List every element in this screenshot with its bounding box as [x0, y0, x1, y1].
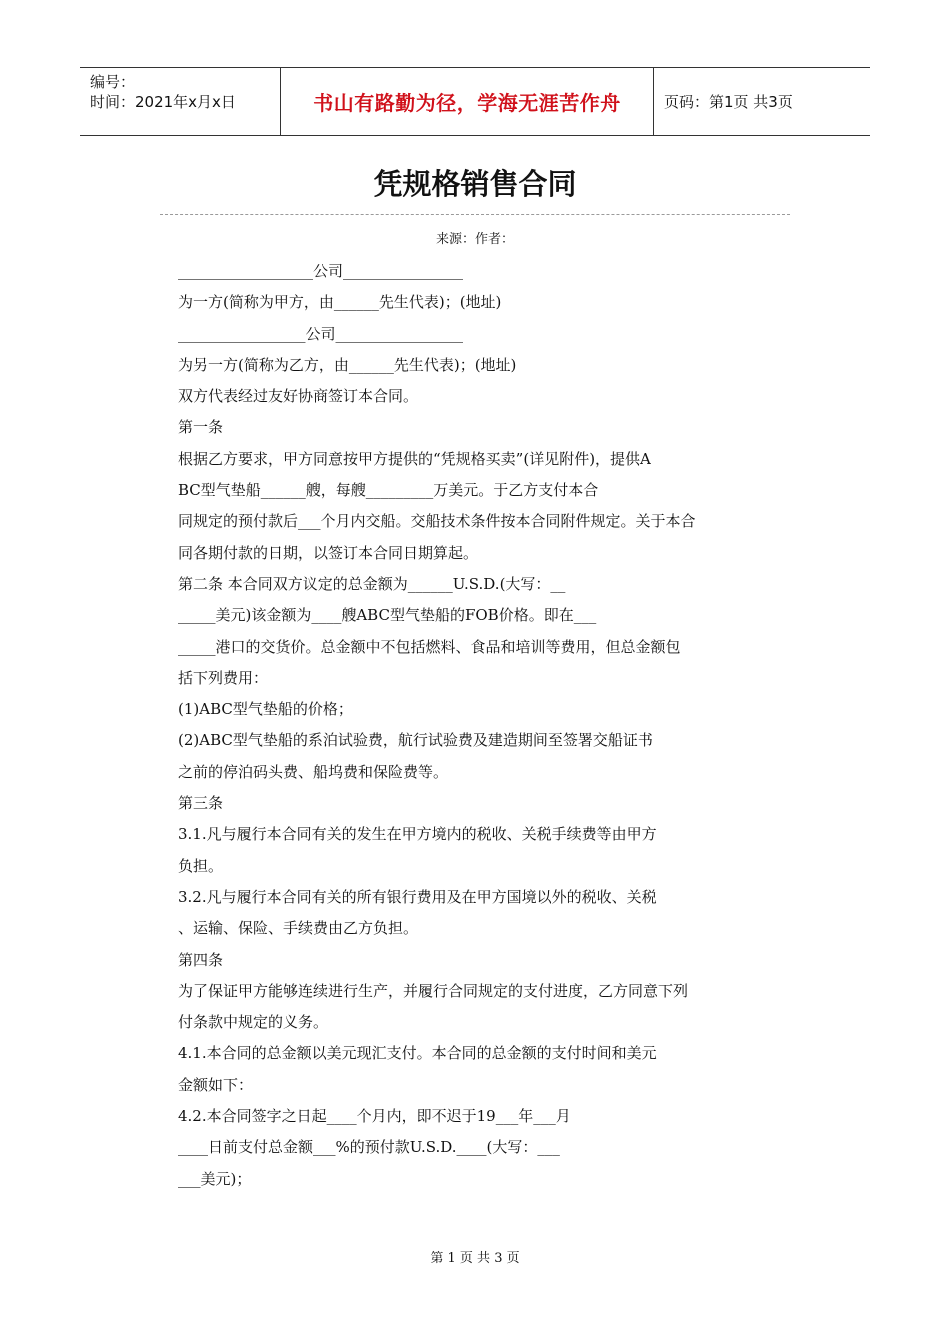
document-title: 凭规格销售合同 — [373, 167, 577, 201]
document-source: 来源：作者： — [435, 232, 514, 247]
footer-page-number: 第 1 页 共 3 页 — [430, 1251, 520, 1266]
body-line: ___美元)； — [178, 1169, 252, 1188]
document-date-label: 时间：2021年x月x日 — [90, 93, 236, 111]
body-line: 同各期付款的日期，以签订本合同日期算起。 — [178, 543, 479, 562]
document-number-label: 编号： — [90, 73, 136, 91]
body-line: __________________公司________________ — [178, 262, 464, 280]
body-line: 第一条 — [178, 418, 224, 437]
body-line: (2)ABC型气垫船的系泊试验费，航行试验费及建造期间至签署交船证书 — [178, 731, 653, 750]
body-line: _____港口的交货价。总金额中不包括燃料、食品和培训等费用，但总金额包 — [178, 637, 681, 656]
body-line: _________________公司_________________ — [178, 324, 464, 343]
body-line: 第三条 — [178, 794, 224, 813]
body-line: 同规定的预付款后___个月内交船。交船技术条件按本合同附件规定。关于本合 — [178, 512, 696, 531]
body-line: BC型气垫船______艘，每艘_________万美元。于乙方支付本合 — [178, 481, 599, 500]
body-line: 3.2.凡与履行本合同有关的所有银行费用及在甲方国境以外的税收、关税 — [178, 887, 657, 906]
body-line: 3.1.凡与履行本合同有关的发生在甲方境内的税收、关税手续费等由甲方 — [178, 825, 657, 844]
body-line: 为了保证甲方能够连续进行生产，并履行合同规定的支付进度，乙方同意下列 — [178, 981, 689, 1000]
body-line: 双方代表经过友好协商签订本合同。 — [178, 387, 419, 406]
body-line: 第二条 本合同双方议定的总金额为______U.S.D.(大写：__ — [178, 574, 566, 593]
body-line: ____日前支付总金额___%的预付款U.S.D.____(大写：___ — [178, 1138, 560, 1157]
document-body — [178, 256, 778, 1195]
body-line: (1)ABC型气垫船的价格； — [178, 700, 353, 719]
header-meta-cell — [80, 68, 281, 135]
body-line: 4.1.本合同的总金额以美元现汇支付。本合同的总金额的支付时间和美元 — [178, 1044, 657, 1063]
body-line: 4.2.本合同签字之日起____个月内，即不迟于19___年___月 — [178, 1107, 571, 1126]
body-line: 、运输、保险、手续费由乙方负担。 — [178, 919, 419, 938]
body-line: 为一方(简称为甲方，由______先生代表)；(地址) — [178, 293, 502, 312]
body-line: 为另一方(简称为乙方，由______先生代表)；(地址) — [178, 355, 517, 374]
body-line: 括下列费用： — [178, 668, 269, 687]
header-table — [80, 67, 870, 136]
body-line: 金额如下： — [178, 1075, 254, 1094]
title-divider — [160, 214, 790, 215]
header-page-label: 页码：第1页 共3页 — [664, 93, 793, 111]
header-motto: 书山有路勤为径，学海无涯苦作舟 — [281, 68, 654, 135]
body-line: _____美元)该金额为____艘ABC型气垫船的FOB价格。即在___ — [178, 606, 597, 625]
body-line: 之前的停泊码头费、船坞费和保险费等。 — [178, 762, 449, 781]
body-line: 第四条 — [178, 950, 224, 969]
body-line: 负担。 — [178, 856, 224, 875]
body-line: 根据乙方要求，甲方同意按甲方提供的“凭规格买卖”(详见附件)，提供A — [178, 449, 651, 468]
body-line: 付条款中规定的义务。 — [178, 1013, 329, 1032]
